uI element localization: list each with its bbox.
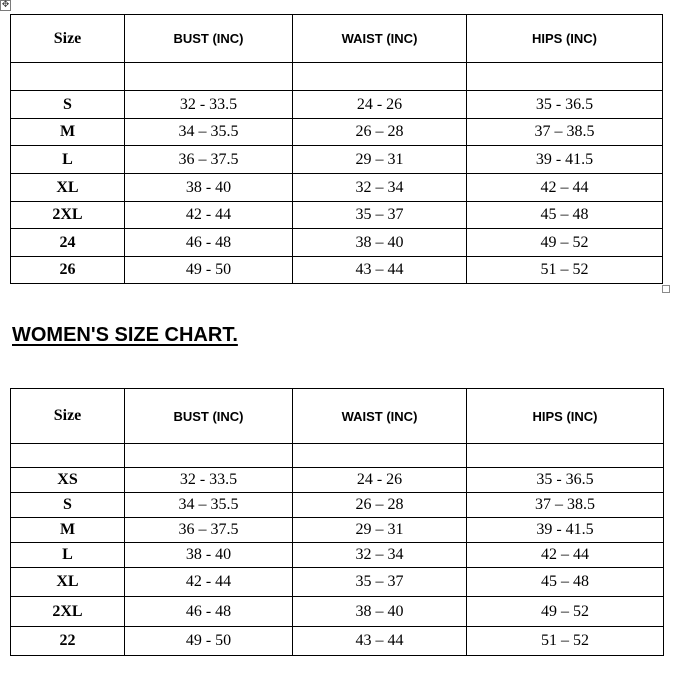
size-cell: XS <box>11 468 125 493</box>
waist-cell: 26 – 28 <box>293 119 467 146</box>
waist-cell: 29 – 31 <box>293 518 467 543</box>
hips-cell: 51 – 52 <box>467 257 663 284</box>
empty-cell <box>293 63 467 91</box>
empty-cell <box>125 444 293 468</box>
size-cell: XL <box>11 568 125 597</box>
size-cell: 26 <box>11 257 125 284</box>
bust-cell: 42 - 44 <box>125 202 293 229</box>
header-size: Size <box>11 15 125 63</box>
size-cell: S <box>11 91 125 119</box>
table-row <box>11 174 663 202</box>
table-row <box>11 119 663 146</box>
bust-cell: 49 - 50 <box>125 627 293 656</box>
empty-row <box>11 63 663 91</box>
bust-cell: 32 - 33.5 <box>125 468 293 493</box>
hips-cell: 49 – 52 <box>467 597 664 627</box>
waist-cell: 29 – 31 <box>293 146 467 174</box>
empty-cell <box>125 63 293 91</box>
empty-row <box>11 444 664 468</box>
bust-cell: 38 - 40 <box>125 543 293 568</box>
empty-cell <box>11 444 125 468</box>
header-row <box>11 15 663 63</box>
hips-cell: 35 - 36.5 <box>467 468 664 493</box>
size-chart-table-bottom <box>10 388 664 656</box>
waist-cell: 32 – 34 <box>293 174 467 202</box>
hips-cell: 35 - 36.5 <box>467 91 663 119</box>
waist-cell: 24 - 26 <box>293 91 467 119</box>
header-hips: HIPS (INC) <box>467 15 663 63</box>
header-waist: WAIST (INC) <box>293 15 467 63</box>
table-row <box>11 597 664 627</box>
size-cell: 2XL <box>11 597 125 627</box>
waist-cell: 32 – 34 <box>293 543 467 568</box>
empty-cell <box>293 444 467 468</box>
waist-cell: 35 – 37 <box>293 568 467 597</box>
table-resize-handle-icon[interactable] <box>662 285 670 293</box>
empty-cell <box>467 63 663 91</box>
size-cell: M <box>11 119 125 146</box>
bust-cell: 34 – 35.5 <box>125 119 293 146</box>
bust-cell: 38 - 40 <box>125 174 293 202</box>
table-row <box>11 493 664 518</box>
size-cell: 22 <box>11 627 125 656</box>
bust-cell: 34 – 35.5 <box>125 493 293 518</box>
table-row <box>11 568 664 597</box>
header-row <box>11 389 664 444</box>
size-cell: L <box>11 146 125 174</box>
bust-cell: 36 – 37.5 <box>125 518 293 543</box>
size-chart-table-top <box>10 14 663 284</box>
header-waist: WAIST (INC) <box>293 389 467 444</box>
bust-cell: 42 - 44 <box>125 568 293 597</box>
size-cell: L <box>11 543 125 568</box>
table-row <box>11 146 663 174</box>
table-row <box>11 627 664 656</box>
table-row <box>11 518 664 543</box>
header-bust: BUST (INC) <box>125 15 293 63</box>
hips-cell: 45 – 48 <box>467 568 664 597</box>
hips-cell: 45 – 48 <box>467 202 663 229</box>
waist-cell: 43 – 44 <box>293 257 467 284</box>
waist-cell: 38 – 40 <box>293 229 467 257</box>
hips-cell: 39 - 41.5 <box>467 146 663 174</box>
hips-cell: 37 – 38.5 <box>467 119 663 146</box>
waist-cell: 38 – 40 <box>293 597 467 627</box>
table-row <box>11 91 663 119</box>
size-cell: XL <box>11 174 125 202</box>
header-bust: BUST (INC) <box>125 389 293 444</box>
header-size: Size <box>11 389 125 444</box>
bust-cell: 32 - 33.5 <box>125 91 293 119</box>
waist-cell: 26 – 28 <box>293 493 467 518</box>
hips-cell: 49 – 52 <box>467 229 663 257</box>
bust-cell: 36 – 37.5 <box>125 146 293 174</box>
hips-cell: 42 – 44 <box>467 543 664 568</box>
header-hips: HIPS (INC) <box>467 389 664 444</box>
size-cell: 24 <box>11 229 125 257</box>
size-cell: S <box>11 493 125 518</box>
hips-cell: 37 – 38.5 <box>467 493 664 518</box>
table-row <box>11 257 663 284</box>
waist-cell: 43 – 44 <box>293 627 467 656</box>
empty-cell <box>467 444 664 468</box>
section-title: WOMEN'S SIZE CHART. <box>12 324 238 346</box>
hips-cell: 51 – 52 <box>467 627 664 656</box>
waist-cell: 35 – 37 <box>293 202 467 229</box>
hips-cell: 39 - 41.5 <box>467 518 664 543</box>
table-row <box>11 229 663 257</box>
waist-cell: 24 - 26 <box>293 468 467 493</box>
bust-cell: 46 - 48 <box>125 597 293 627</box>
bust-cell: 49 - 50 <box>125 257 293 284</box>
table-row <box>11 543 664 568</box>
size-cell: 2XL <box>11 202 125 229</box>
empty-cell <box>11 63 125 91</box>
hips-cell: 42 – 44 <box>467 174 663 202</box>
table-row <box>11 468 664 493</box>
bust-cell: 46 - 48 <box>125 229 293 257</box>
table-row <box>11 202 663 229</box>
table-move-handle-icon[interactable]: ✥ <box>1 0 10 10</box>
size-cell: M <box>11 518 125 543</box>
